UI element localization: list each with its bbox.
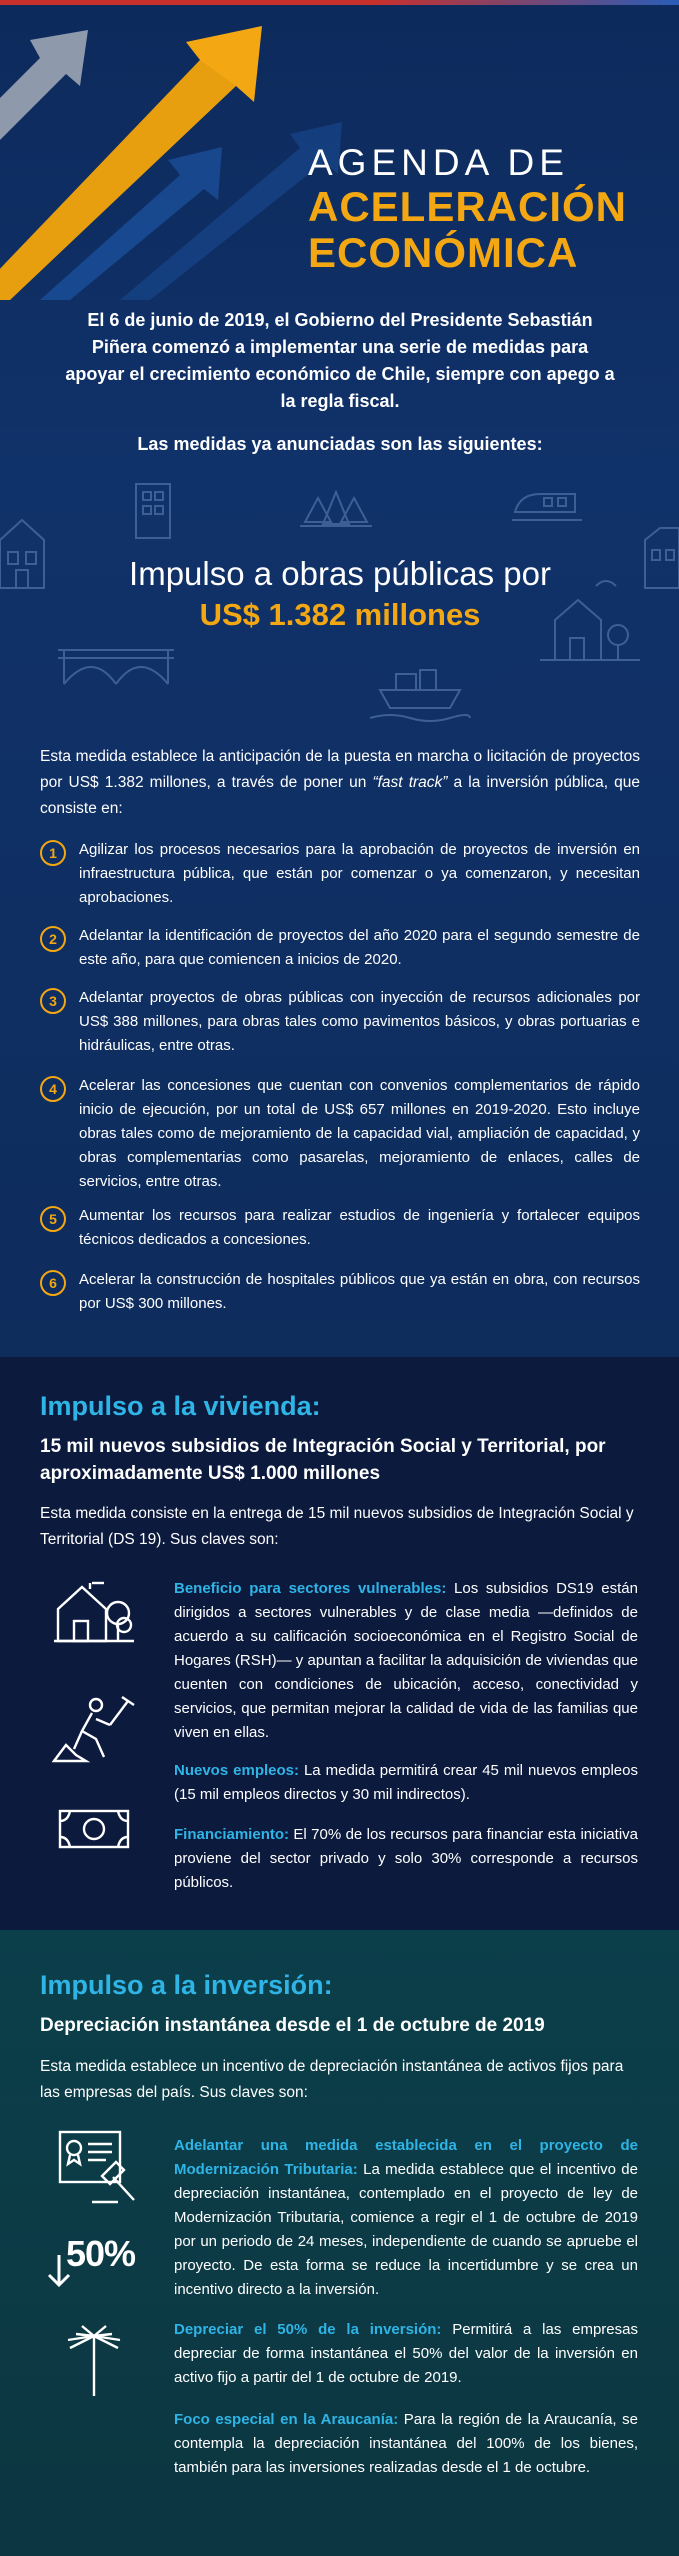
investment-section bbox=[0, 1930, 679, 2556]
right-building-icon bbox=[645, 528, 679, 588]
intro-followup: Las medidas ya anunciadas son las siguientes: bbox=[137, 434, 543, 454]
key-label: Beneficio para sectores vulnerables: bbox=[174, 1580, 447, 1597]
investment-key-item bbox=[174, 2408, 638, 2480]
investment-key-item bbox=[174, 2134, 638, 2302]
house-trees-icon bbox=[54, 1579, 136, 1645]
public-works-description bbox=[40, 744, 640, 822]
key-label: Foco especial en la Araucanía: bbox=[174, 2411, 399, 2428]
investment-subtitle: Depreciación instantánea desde el 1 de octubre de 2019 bbox=[40, 2015, 545, 2036]
key-text: La medida establece que el incentivo de depreciación instantánea, contemplado en el proyecto de ley de Modernización Tributaria, comience a regir el 1 de octubre de 2019 por un periodo de 24 meses, independiente de cuando se apruebe el proyecto. De esta forma se reduce la incertidumbre y se crea un incentivo directo a la inversión. bbox=[174, 2161, 638, 2298]
hero-title-line2: ACELERACIÓN bbox=[308, 183, 628, 230]
desc-part1: Esta medida establece la anticipación de la puesta en marcha o licitación de proyectos por US$ 1.382 millones, a través de poner un bbox=[40, 748, 640, 791]
intro-paragraph: El 6 de junio de 2019, el Gobierno del Presidente Sebastián Piñera comenzó a implementar una serie de medidas para apoyar el crecimiento económico de Chile, siempre con apego a la regla fiscal. bbox=[65, 310, 615, 411]
investment-key-item bbox=[174, 2318, 638, 2390]
investment-title: Impulso a la inversión: bbox=[40, 1970, 333, 2000]
list-item-text: Acelerar las concesiones que cuentan con convenios complementarios de rápido inicio de ejecución, por un total de US$ 657 millones en 2019-2020. Esto incluye obras tales como de mejoramiento de la capacidad vial, ampliación de capacidad, y obras complementarias como pasarelas, mejoramiento de enlaces, calles de servicios, entre otras. bbox=[79, 1077, 640, 1190]
number-badge: 3 bbox=[40, 988, 66, 1014]
housing-title: Impulso a la vivienda: bbox=[40, 1391, 321, 1421]
list-item-text: Adelantar proyectos de obras públicas con inyección de recursos adicionales por US$ 388 millones, para obras tales como pavimentos básicos, y obras portuarias e hidráulicas, entre otras. bbox=[79, 989, 640, 1054]
housing-key-item bbox=[174, 1577, 638, 1745]
key-text: La medida permitirá crear 45 mil nuevos empleos (15 mil empleos directos y 30 mil indirectos). bbox=[174, 1762, 638, 1803]
house-icon bbox=[0, 520, 44, 588]
bridge-icon bbox=[58, 650, 174, 684]
housing-key-item bbox=[174, 1823, 638, 1895]
fast-track-term: “fast track” bbox=[372, 774, 448, 791]
araucaria-tree-icon bbox=[64, 2324, 124, 2398]
key-text: Los subsidios DS19 están dirigidos a sectores vulnerables y de clase media —definidos de acuerdo a su calificación socioeconómica en el Registro Social de Hogares (RSH)— y apuntan a facilitar la adquisición de viviendas que cuenten con condiciones de ubicación, acceso, conectividad y servicios, que permitan mejorar la calidad de vida de las familias que viven en ellas. bbox=[174, 1580, 638, 1741]
trees-icon bbox=[300, 492, 372, 526]
fifty-percent-down-icon bbox=[46, 2229, 146, 2289]
worker-digging-icon bbox=[52, 1695, 136, 1765]
key-label: Depreciar el 50% de la inversión: bbox=[174, 2321, 442, 2338]
key-label: Financiamiento: bbox=[174, 1826, 290, 1843]
number-badge: 5 bbox=[40, 1206, 66, 1232]
housing-key-item bbox=[174, 1759, 638, 1807]
list-item-text: Adelantar la identificación de proyectos del año 2020 para el segundo semestre de este año, para que comiencen a inicios de 2020. bbox=[79, 927, 640, 968]
hero-title-line1: AGENDA DE bbox=[308, 142, 569, 183]
key-text: El 70% de los recursos para financiar esta iniciativa proviene del sector privado y solo 30% corresponde a recursos públicos. bbox=[174, 1826, 638, 1891]
public-works-heading bbox=[40, 553, 640, 635]
housing-subtitle: 15 mil nuevos subsidios de Integración Social y Territorial, por aproximadamente US$ 1.000 millones bbox=[40, 1436, 606, 1484]
ship-icon bbox=[370, 670, 470, 721]
desc-part2: a la inversión pública, que consiste en: bbox=[40, 774, 640, 817]
key-label: Adelantar una medida establecida en el proyecto de Modernización Tributaria: bbox=[174, 2137, 638, 2178]
list-item-text: Aumentar los recursos para realizar estudios de ingeniería y fortalecer equipos técnicos dedicados a concesiones. bbox=[79, 1207, 640, 1248]
key-label: Nuevos empleos: bbox=[174, 1762, 299, 1779]
number-badge: 1 bbox=[40, 840, 66, 866]
key-text: Permitirá a las empresas depreciar de forma instantánea el 50% del valor de la inversión en activo fijo a partir del 1 de octubre de 2019. bbox=[174, 2321, 638, 2386]
building-icon bbox=[136, 484, 170, 538]
list-item-text: Agilizar los procesos necesarios para la aprobación de proyectos de inversión en infraestructura pública, que están por comenzar o ya comenzaron, y necesitan aprobaciones. bbox=[79, 841, 640, 906]
investment-description: Esta medida establece un incentivo de depreciación instantánea de activos fijos para las empresas del país. Sus claves son: bbox=[40, 2058, 624, 2101]
list-item-text: Acelerar la construcción de hospitales públicos que ya están en obra, con recursos por US$ 300 millones. bbox=[79, 1271, 640, 1312]
housing-section bbox=[0, 1357, 679, 1930]
number-badge: 6 bbox=[40, 1270, 66, 1296]
hero-title-line3: ECONÓMICA bbox=[308, 229, 579, 276]
fifty-percent-label: 50% bbox=[66, 2233, 136, 2274]
housing-description: Esta medida consiste en la entrega de 15 mil nuevos subsidios de Integración Social y Territorial (DS 19). Sus claves son: bbox=[40, 1505, 634, 1548]
money-bill-icon bbox=[58, 1807, 130, 1851]
train-icon bbox=[512, 494, 582, 520]
hero-title bbox=[308, 142, 668, 276]
number-badge: 4 bbox=[40, 1076, 66, 1102]
number-badge: 2 bbox=[40, 926, 66, 952]
certificate-gavel-icon bbox=[58, 2130, 138, 2206]
public-works-amount: US$ 1.382 millones bbox=[199, 597, 481, 632]
key-text: Para la región de la Araucanía, se contempla la depreciación instantánea del 100% de los bienes, también para las inversiones realizadas desde el 1 de octubre. bbox=[174, 2411, 638, 2476]
public-works-title: Impulso a obras públicas por bbox=[129, 555, 551, 592]
